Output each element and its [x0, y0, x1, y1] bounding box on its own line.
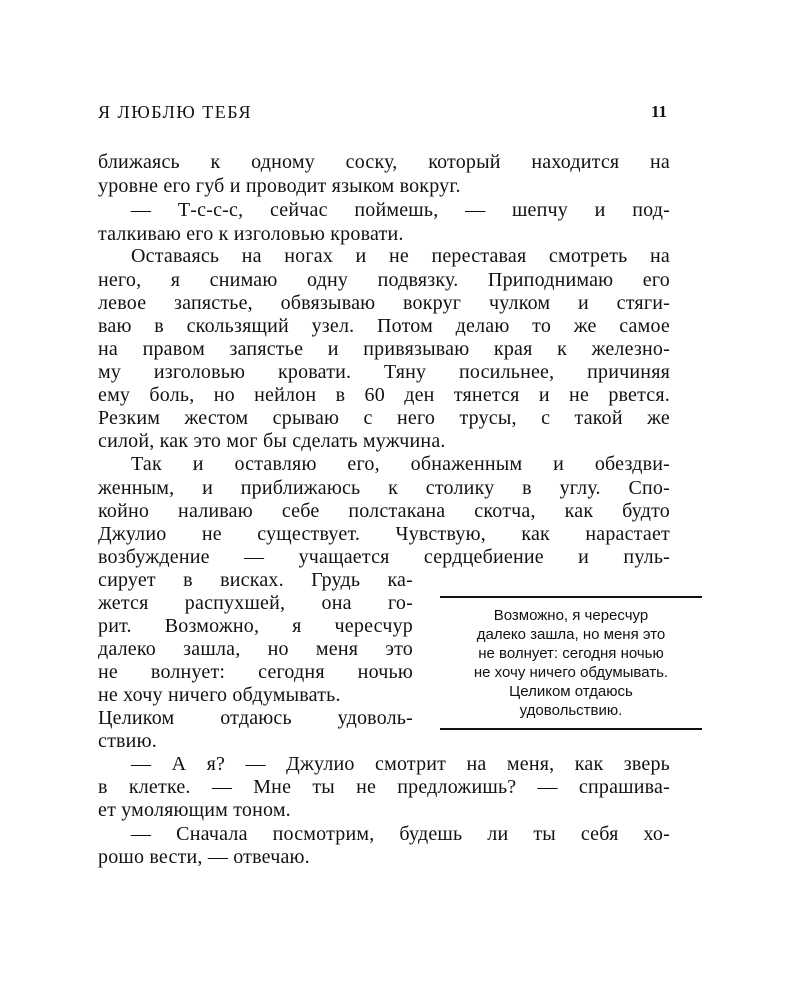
text-line: Так и оставляю его, обнаженным и обездви-: [131, 453, 670, 475]
pull-quote-line: удовольствию.: [519, 702, 623, 719]
pull-quote-text: [472, 602, 670, 724]
text-line: рит. Возможно, я чересчур: [98, 615, 413, 637]
text-line: не волнует: сегодня ночью: [98, 661, 413, 683]
text-line: на правом запястье и привязываю края к железно-: [98, 338, 670, 360]
text-line: в клетке. — Мне ты не предложишь? — спрашива-: [98, 776, 670, 798]
text-line: ему боль, но нейлон в 60 ден тянется и не рвется.: [98, 384, 670, 406]
pull-quote-line: не хочу ничего обдумывать.: [473, 664, 669, 681]
text-line: му изголовью кровати. Тяну посильнее, причиняя: [98, 361, 670, 383]
text-line: — Сначала посмотрим, будешь ли ты себя хо-: [131, 823, 670, 845]
text-line: него, я снимаю одну подвязку. Приподнимаю его: [98, 269, 670, 291]
text-line: жется распухшей, она го-: [98, 592, 413, 614]
pull-quote-line: не волнует: сегодня ночью: [478, 645, 664, 662]
text-line: возбуждение — учащается сердцебиение и пуль-: [98, 546, 670, 568]
text-line: силой, как это мог бы сделать мужчина.: [98, 430, 446, 452]
text-line: ваю в скользящий узел. Потом делаю то же самое: [98, 315, 670, 337]
text-line: койно наливаю себе полстакана скотча, как будто: [98, 500, 670, 522]
text-line: — Т-с-с-с, сейчас поймешь, — шепчу и под-: [131, 199, 670, 221]
text-line: ствию.: [98, 730, 157, 752]
text-line: рошо вести, — отвечаю.: [98, 846, 310, 868]
text-line: ет умоляющим тоном.: [98, 799, 291, 821]
text-line: ближаясь к одному соску, который находится на: [98, 151, 670, 173]
page-number: 11: [650, 102, 667, 121]
text-line: Джулио не существует. Чувствую, как нарастает: [98, 523, 670, 545]
text-line: сирует в висках. Грудь ка-: [98, 569, 413, 591]
text-line: уровне его губ и проводит языком вокруг.: [98, 175, 461, 197]
text-line: левое запястье, обвязываю вокруг чулком и стяги-: [98, 292, 670, 314]
pull-quote: [440, 596, 702, 730]
text-line: талкиваю его к изголовью кровати.: [98, 223, 404, 245]
text-line: Целиком отдаюсь удоволь-: [98, 707, 413, 729]
text-line: Резким жестом срываю с него трусы, с такой же: [98, 407, 670, 429]
running-title: Я ЛЮБЛЮ ТЕБЯ: [98, 102, 253, 122]
text-line: не хочу ничего обдумывать.: [98, 684, 341, 706]
pull-quote-line: Возможно, я чересчур: [493, 607, 649, 624]
pull-quote-line: далеко зашла, но меня это: [476, 626, 666, 643]
text-line: Оставаясь на ногах и не переставая смотреть на: [131, 245, 670, 267]
text-line: далеко зашла, но меня это: [98, 638, 413, 660]
pull-quote-line: Целиком отдаюсь: [509, 683, 633, 700]
text-line: — А я? — Джулио смотрит на меня, как зверь: [131, 753, 670, 775]
text-line: женным, и приближаюсь к столику в углу. Спо-: [98, 477, 670, 499]
